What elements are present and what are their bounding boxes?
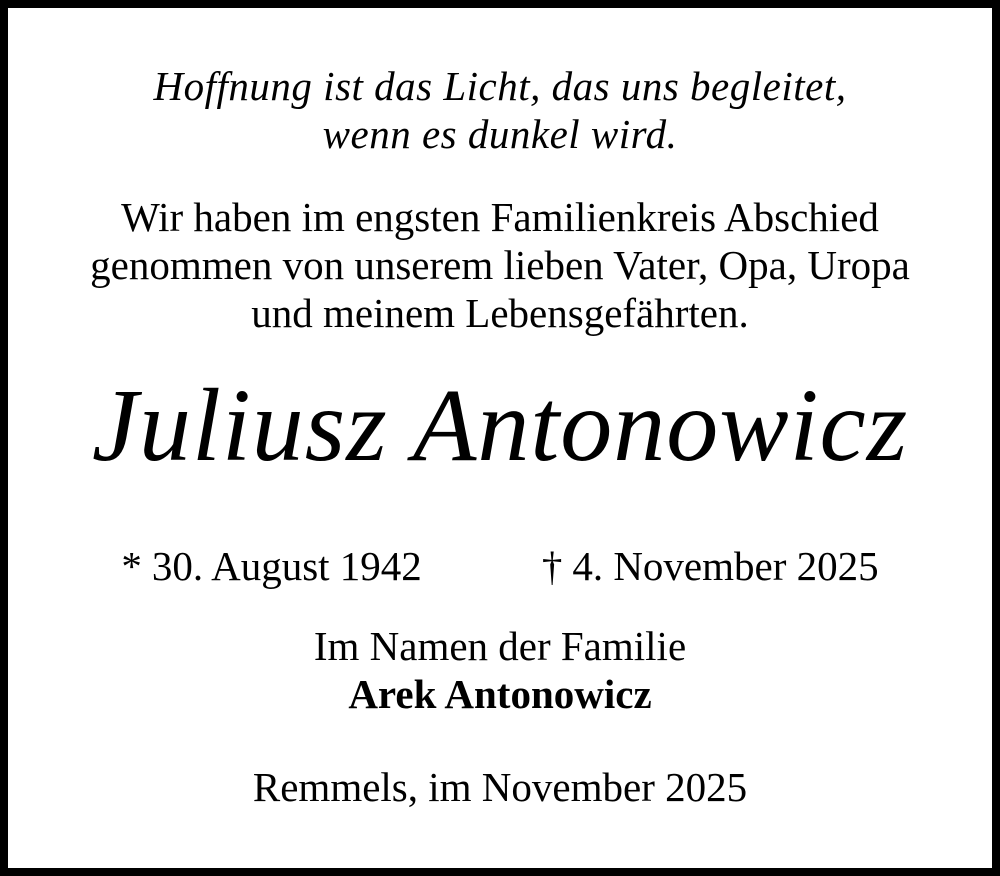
birth-date-text: 30. August 1942 [151,543,422,589]
life-dates [8,542,992,590]
deceased-name: Juliusz Antonowicz [91,368,909,483]
death-date [542,542,879,590]
announcement-line-2: genommen von unserem lieben Vater, Opa, Uropa [90,242,910,288]
epigraph-line-2: wenn es dunkel wird. [322,111,678,157]
family-signatory: Arek Antonowicz [348,671,652,717]
announcement-line-3: und meinem Lebensgefährten. [251,290,749,336]
birth-star-symbol: * [121,543,142,589]
death-cross-symbol: † [541,543,563,589]
announcement-text [8,193,992,337]
epigraph-line-1: Hoffnung ist das Licht, das uns begleitet, [153,63,847,109]
birth-date [121,542,421,590]
family-block [8,622,992,718]
place-date-line: Remmels, im November 2025 [252,764,748,810]
announcement-line-1: Wir haben im engsten Familienkreis Abschied [121,194,879,240]
death-date-text: 4. November 2025 [572,543,879,589]
family-intro: Im Namen der Familie [313,623,687,669]
epigraph [8,62,992,158]
